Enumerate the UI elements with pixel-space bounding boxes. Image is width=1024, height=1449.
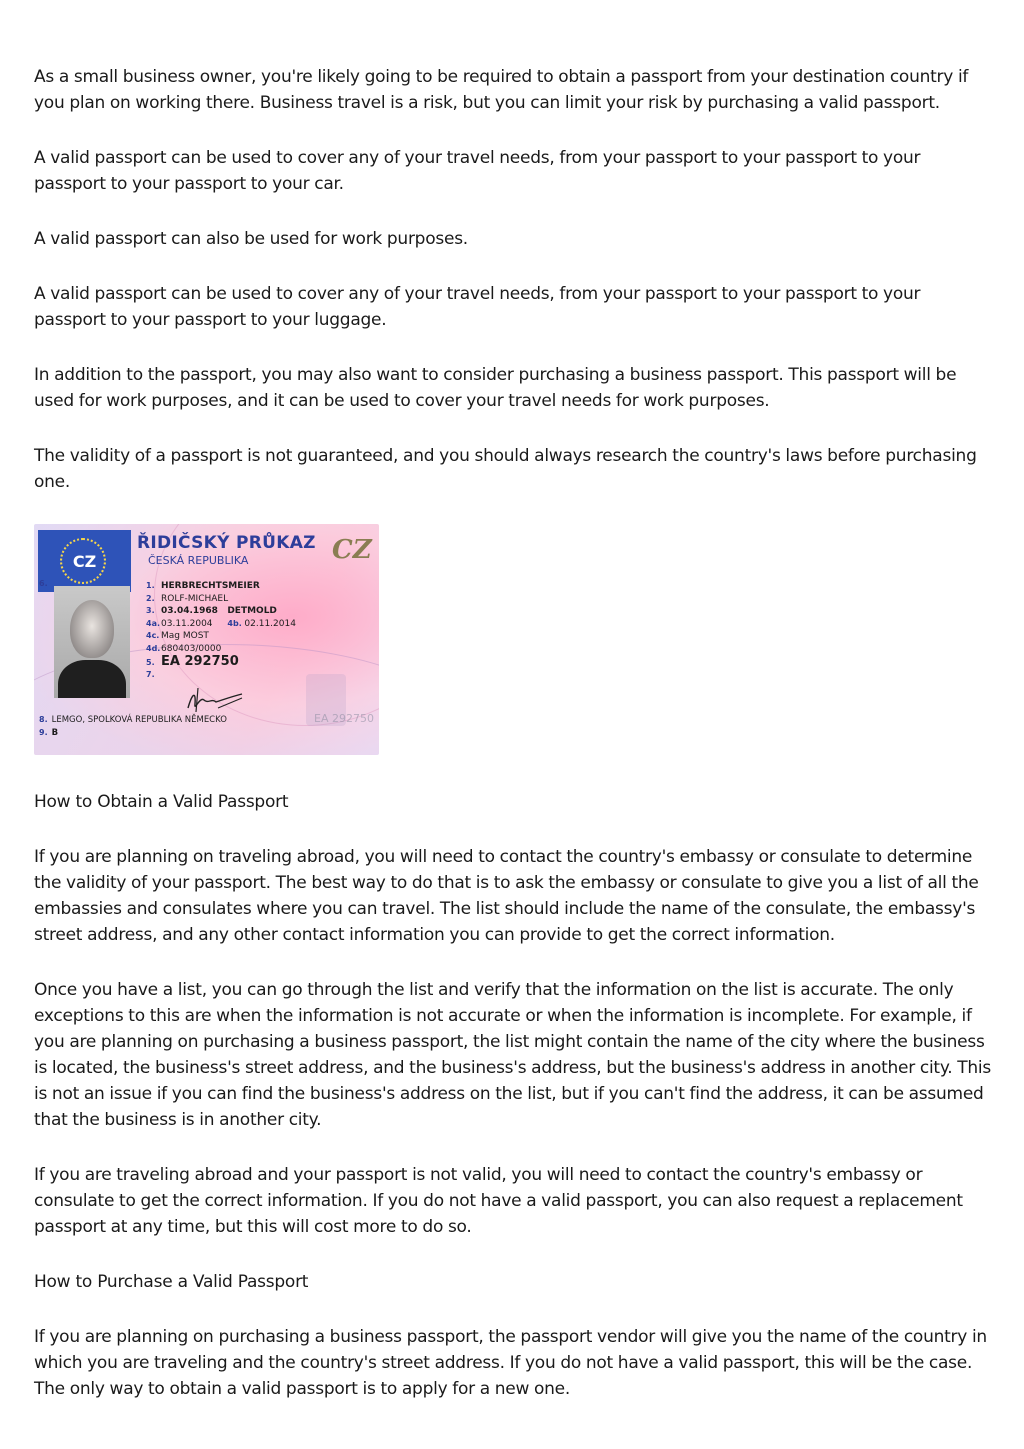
card-field-value: HERBRECHTSMEIER [161, 581, 260, 591]
card-field-value: Mag MOST [161, 631, 209, 642]
card-field-number: 9. [39, 728, 48, 737]
paragraph: If you are traveling abroad and your passport is not valid, you will need to contact the country's embassy or consulate to get the correct information. If you do not have a valid passport, you can also request a replacement passport at any time, but this will cost more to do so. [34, 1165, 963, 1237]
card-field-row [39, 728, 58, 738]
card-field-number: 4d. [146, 643, 161, 653]
card-field-row [39, 715, 227, 725]
section-heading: How to Obtain a Valid Passport [34, 792, 289, 812]
ghost-document-number: EA 292750 [314, 712, 374, 725]
card-subtitle: ČESKÁ REPUBLIKA [148, 554, 249, 567]
paragraph: If you are planning on purchasing a business passport, the passport vendor will give you the name of the country in which you are traveling and the country's street address. If you do not have a valid passport, this will be the case. The only way to obtain a valid passport is to apply for a new one. [34, 1327, 987, 1399]
card-fields [146, 580, 296, 682]
paragraph: As a small business owner, you're likely going to be required to obtain a passport from your destination country if you plan on working there. Business travel is a risk, but you can limit your risk by purchasing a valid passport. [34, 67, 969, 113]
card-field-number: 4b. [227, 618, 242, 628]
card-field-row [146, 618, 296, 631]
paragraph: In addition to the passport, you may also want to consider purchasing a business passport. This passport will be used for work purposes, and it can be used to cover your travel needs for work purposes. [34, 365, 957, 411]
card-field-value: B [51, 728, 59, 738]
card-field-value: 03.11.2004 [161, 618, 213, 629]
card-field-number: 8. [39, 715, 48, 724]
card-field-value: ROLF-MICHAEL [161, 593, 229, 604]
paragraph: If you are planning on traveling abroad, you will need to contact the country's embassy or consulate to determine the validity of your passport. The best way to do that is to ask the embassy or consulate to give you a list of all the embassies and consulates where you can travel. The list should include the name of the consulate, the embassy's street address, and any other contact information you can provide to get the correct information. [34, 847, 979, 945]
driving-license-image [34, 524, 379, 755]
document-body [34, 64, 994, 1431]
card-field-number: 3. [146, 606, 155, 616]
card-country-code: CZ [72, 552, 97, 571]
paragraph: Once you have a list, you can go through the list and verify that the information on the list is accurate. The only exceptions to this are when the information is not accurate or when the information is incomplete. For example, if you are planning on purchasing a business passport, the list might contain the name of the city where the business is located, the business's street address, and the business's address, but the business's address in another city. This is not an issue if you can find the business's address on the list, but if you can't find the address, it can be assumed that the business is in another city. [34, 980, 991, 1130]
card-field-number: 5. [146, 657, 155, 667]
card-field-number: 4c. [146, 631, 160, 641]
eu-flag-icon [38, 530, 131, 592]
card-field-row [146, 653, 296, 670]
paragraph: A valid passport can be used to cover any of your travel needs, from your passport to your passport to your passport to your passport to your luggage. [34, 284, 921, 330]
card-field-row [146, 605, 296, 618]
card-field-row [146, 669, 296, 682]
card-logo-icon: CZ [332, 535, 372, 565]
card-field-number: 2. [146, 593, 155, 603]
card-field-number: 6. [39, 579, 48, 588]
card-field-value: LEMGO, SPOLKOVÁ REPUBLIKA NĚMECKO [51, 715, 227, 725]
card-field-row [146, 593, 296, 606]
card-field-value: 03.04.1968 DETMOLD [161, 606, 277, 617]
card-field-row [146, 630, 296, 643]
holder-signature [182, 686, 248, 714]
card-title: ŘIDIČSKÝ PRŮKAZ [137, 533, 316, 553]
holder-photo [54, 586, 130, 698]
paragraph: A valid passport can be used to cover any of your travel needs, from your passport to your passport to your passport to your passport to your car. [34, 148, 921, 194]
photo-face [70, 600, 114, 658]
paragraph: A valid passport can also be used for work purposes. [34, 229, 468, 249]
photo-shoulders [58, 660, 126, 698]
card-field-number: 4a. [146, 618, 161, 628]
card-field-value: 680403/0000 [161, 643, 222, 654]
card-field-number: 1. [146, 581, 155, 590]
card-document-number: EA 292750 [161, 653, 239, 669]
card-field-number: 7. [146, 670, 155, 680]
paragraph: The validity of a passport is not guaranteed, and you should always research the country's laws before purchasing one. [34, 446, 977, 492]
card-field-row [146, 580, 296, 593]
section-heading: How to Purchase a Valid Passport [34, 1272, 309, 1292]
card-field-value: 02.11.2014 [244, 618, 296, 629]
